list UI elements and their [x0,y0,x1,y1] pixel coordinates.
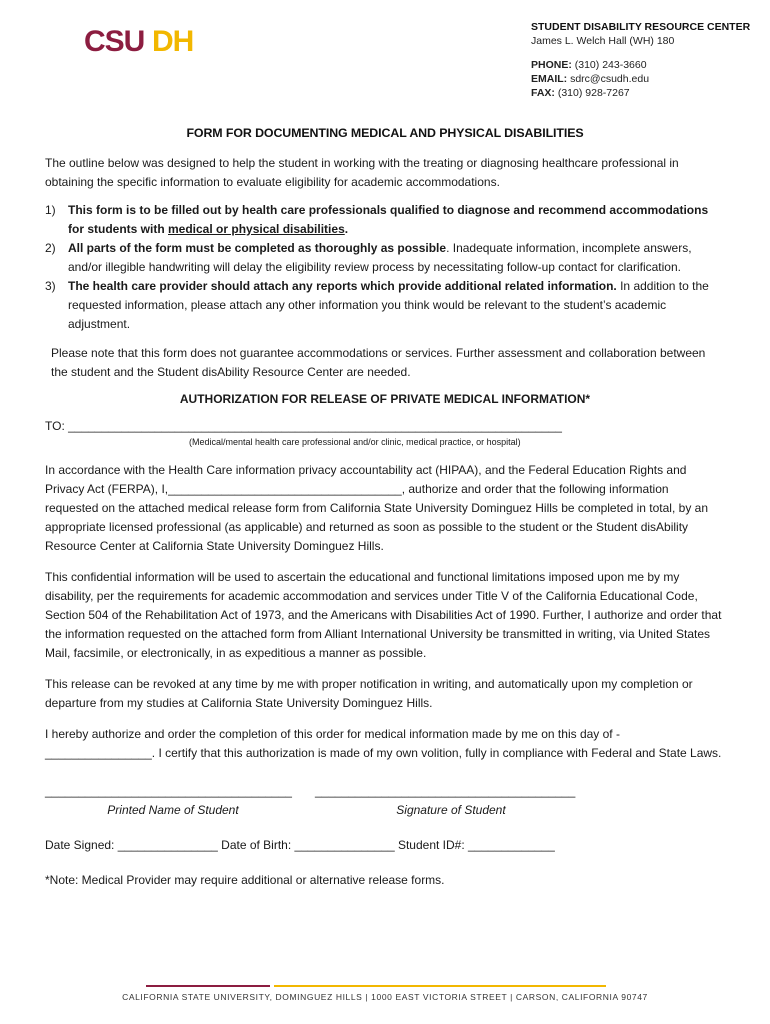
email-value: sdrc@csudh.edu [567,73,650,85]
instruction-item [45,239,725,277]
contact-block [531,20,750,100]
authorization-paragraph: I hereby authorize and order the completion of this order for medical information made by me on this day of - ________________. I certify that this authorization is made of my own volition, fully in compliance with Federal and State Laws. [45,727,722,760]
csudh-logo-dh: DH [152,25,194,58]
item-number: 2) [45,241,56,255]
guarantee-note: Please note that this form does not guarantee accommodations or services. Further assessment and collaboration between the student and the Student disAbility Resource Center are needed. [51,346,706,379]
item-bold-text: This form is to be filled out by health care professionals qualified to diagnose and recommend accommodations for students with [68,203,709,236]
confidential-paragraph: This confidential information will be used to ascertain the educational and functional limitations imposed upon me by my disability, per the requirements for academic accommodation and services under Title V of the California Educational Code, Section 504 of the Rehabilitation Act of 1973, and the Americans with Disabilities Act of 1990. Further, I authorize and order that the information requested on the attached form from Alliant International University be transmitted in writing, via United States Mail, facsimile, or electronically, in as expeditious a manner as possible. [45,570,722,660]
footer-bar-gold [274,985,606,987]
item-rest-text: In addition to the requested information, please attach any other information you think would be relevant to the student’s academic adjustment. [68,279,709,331]
footer-address: CALIFORNIA STATE UNIVERSITY, DOMINGUEZ HILLS | 1000 EAST VICTORIA STREET | CARSON, CALIFORNIA 90747 [122,992,648,1002]
item-bold-text: All parts of the form must be completed as thoroughly as possible [68,241,447,255]
csudh-logo [84,24,204,58]
email-line [531,72,750,86]
footer-divider [146,985,606,988]
email-label: EMAIL: [531,73,568,85]
item-number: 1) [45,203,56,217]
item-bold-text: The health care provider should attach any reports which provide additional related information. [68,279,617,293]
item-number: 3) [45,279,56,293]
printed-name-caption: Printed Name of Student [107,803,239,817]
signature-row [45,782,725,820]
to-field-caption: (Medical/mental health care professional and/or clinic, medical practice, or hospital) [189,437,521,447]
footer-bar-maroon [146,985,270,987]
phone-line [531,58,750,72]
hipaa-paragraph: In accordance with the Health Care information privacy accountability act (HIPAA), and the Federal Education Rights and Privacy Act (FERPA), I,___________________________________, authorize and order that the following information requested on the attached medical release form from California State University Dominguez Hills be completed in total, by an appropriate licensed professional (as applicable) and returned as soon as possible to the student or the Student disAbility Resource Center at California State University Dominguez Hills. [45,463,708,553]
printed-name-field[interactable]: _____________________________________ [45,784,292,798]
signature-field[interactable]: _______________________________________ [315,784,576,798]
instructions-list [45,201,725,334]
fax-line [531,86,750,100]
final-note: *Note: Medical Provider may require additional or alternative release forms. [45,873,445,887]
csudh-logo-csu: CSU [84,25,145,58]
item-rest-text: . Inadequate information, incomplete answers, and/or illegible handwriting will delay the eligibility review process by necessitating follow-up contact for clarification. [68,241,692,274]
instruction-item [45,277,725,334]
to-field[interactable]: TO: __________________________________________________________________________ [45,419,562,433]
instruction-item [45,201,725,239]
signature-caption: Signature of Student [396,803,506,817]
item-underlined-text: medical or physical disabilities [168,222,345,236]
csudh-logo-graphic [84,24,204,58]
authorization-title: AUTHORIZATION FOR RELEASE OF PRIVATE MEDICAL INFORMATION* [179,392,591,406]
org-name: STUDENT DISABILITY RESOURCE CENTER [531,21,751,33]
date-fields-line[interactable]: Date Signed: _______________ Date of Birth: _______________ Student ID#: _____________ [45,838,555,852]
form-title: FORM FOR DOCUMENTING MEDICAL AND PHYSICAL DISABILITIES [186,126,584,140]
printed-name-block [45,782,301,820]
phone-value: (310) 243-3660 [571,59,647,71]
form-body [45,154,725,890]
intro-paragraph: The outline below was designed to help the student in working with the treating or diagnosing healthcare professional in obtaining the specific information to evaluate eligibility for academic accommodations. [45,156,679,189]
signature-block [315,782,587,820]
address: James L. Welch Hall (WH) 180 [531,35,675,47]
revocation-paragraph: This release can be revoked at any time by me with proper notification in writing, and automatically upon my completion or departure from my studies at California State University Dominguez Hills. [45,677,693,710]
fax-value: (310) 928-7267 [554,87,630,99]
item-rest-text: . [344,222,349,236]
fax-label: FAX: [531,87,555,99]
phone-label: PHONE: [531,59,572,71]
